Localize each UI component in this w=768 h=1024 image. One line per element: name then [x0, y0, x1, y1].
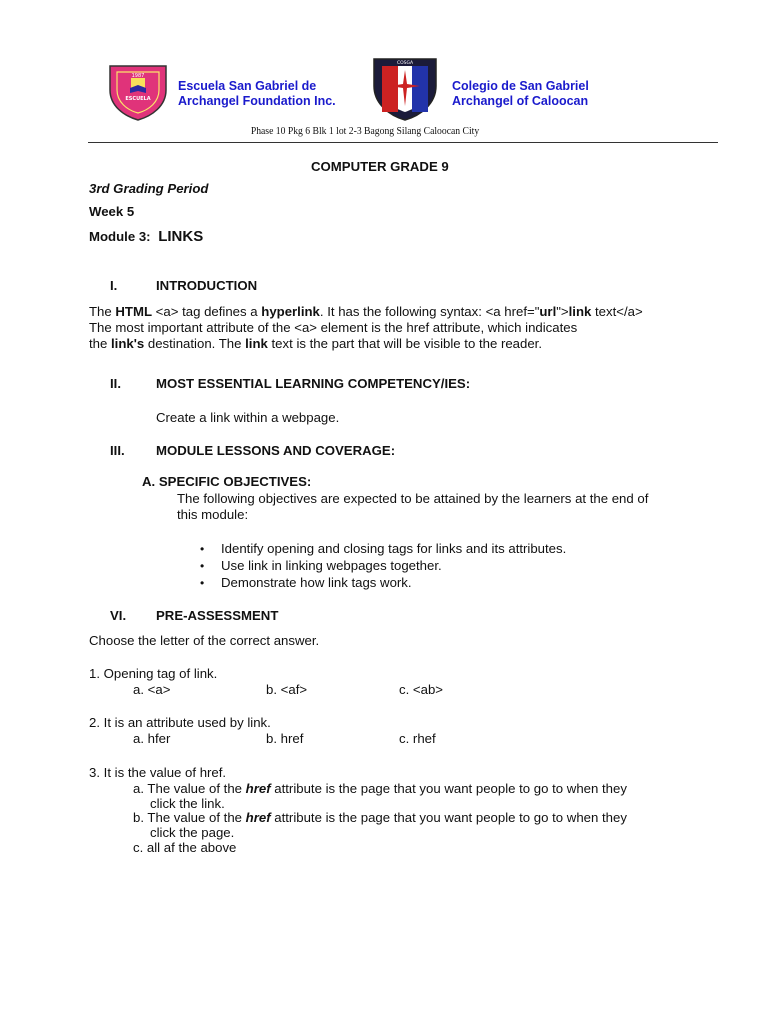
- intro-bold-url: url: [539, 304, 557, 319]
- intro-line-2: The most important attribute of the <a> element is the href attribute, which indicates: [89, 320, 578, 335]
- intro-text: ">: [556, 304, 569, 319]
- q1-option-c: c. <ab>: [399, 682, 443, 697]
- school-name-right: [452, 79, 589, 109]
- intro-text: <a> tag defines a: [152, 304, 262, 319]
- objective-item: Identify opening and closing tags for links and its attributes.: [221, 541, 567, 556]
- intro-bold-html: HTML: [115, 304, 153, 319]
- escuela-logo: [106, 62, 170, 122]
- school-name-left-line2: Archangel Foundation Inc.: [178, 94, 336, 108]
- assessment-title: PRE-ASSESSMENT: [156, 608, 279, 623]
- intro-line-1: [89, 304, 643, 320]
- objectives-intro-line-1: The following objectives are expected to be attained by the learners at the end of: [177, 491, 649, 506]
- intro-text: text</a>: [591, 304, 643, 319]
- question-3: 3. It is the value of href.: [89, 765, 227, 780]
- lessons-title: MODULE LESSONS AND COVERAGE:: [156, 443, 396, 458]
- module-label: Module 3:: [89, 229, 151, 244]
- escuela-logo-year: 1987: [131, 73, 145, 79]
- objective-item: Use link in linking webpages together.: [221, 558, 442, 573]
- colegio-logo: [370, 56, 440, 122]
- q3-option-a-text: a. The value of the: [133, 781, 246, 796]
- intro-text: text is the part that will be visible to the reader.: [267, 336, 543, 351]
- intro-title: INTRODUCTION: [156, 278, 258, 293]
- assessment-instruction: Choose the letter of the correct answer.: [89, 633, 320, 648]
- q3-option-a: [133, 781, 627, 797]
- assessment-number: VI.: [110, 608, 127, 623]
- q3-option-a-href: href: [245, 781, 271, 796]
- intro-text: the: [89, 336, 111, 351]
- header-divider: [88, 142, 718, 143]
- module-heading: [89, 229, 203, 245]
- objectives-intro-line-2: this module:: [177, 507, 249, 522]
- question-2: 2. It is an attribute used by link.: [89, 715, 271, 730]
- intro-bold-link: link: [245, 336, 268, 351]
- escuela-logo-word: ESCUELA: [125, 96, 151, 102]
- school-address: Phase 10 Pkg 6 Blk 1 lot 2-3 Bagong Silang Caloocan City: [250, 126, 480, 137]
- question-1: 1. Opening tag of link.: [89, 666, 218, 681]
- intro-line-3: [89, 336, 542, 352]
- school-name-left: [178, 79, 336, 109]
- intro-text: destination. The: [144, 336, 246, 351]
- competency-number: II.: [110, 376, 121, 391]
- intro-number: I.: [110, 278, 118, 293]
- q3-option-a-text: attribute is the page that you want people to go to when they: [274, 781, 627, 796]
- intro-text: The: [89, 304, 116, 319]
- q2-option-b: b. href: [266, 731, 304, 746]
- q3-option-b-line-2: click the page.: [150, 825, 235, 840]
- q3-option-c: c. all af the above: [133, 840, 237, 855]
- q3-option-b-text: b. The value of the: [133, 810, 246, 825]
- colegio-logo-word: COSGA: [396, 61, 414, 66]
- q2-option-a: a. hfer: [133, 731, 171, 746]
- bullet-icon: •: [200, 542, 205, 556]
- q3-option-b-text: attribute is the page that you want people to go to when they: [274, 810, 627, 825]
- grading-period: 3rd Grading Period: [89, 181, 209, 196]
- module-title: LINKS: [158, 228, 204, 245]
- q3-option-b: [133, 810, 627, 826]
- q2-option-c: c. rhef: [399, 731, 436, 746]
- q1-option-b: b. <af>: [266, 682, 308, 697]
- intro-bold-link: link: [568, 304, 592, 319]
- lessons-number: III.: [110, 443, 125, 458]
- objective-item: Demonstrate how link tags work.: [221, 575, 412, 590]
- q1-option-a: a. <a>: [133, 682, 171, 697]
- school-name-right-line2: Archangel of Caloocan: [452, 94, 589, 108]
- competency-text: Create a link within a webpage.: [156, 410, 340, 425]
- intro-bold-hyperlink: hyperlink: [261, 304, 320, 319]
- competency-title: MOST ESSENTIAL LEARNING COMPETENCY/IES:: [156, 376, 471, 391]
- bullet-icon: •: [200, 559, 205, 573]
- objectives-title: A. SPECIFIC OBJECTIVES:: [142, 474, 312, 489]
- school-name-right-line1: Colegio de San Gabriel: [452, 79, 589, 93]
- school-name-left-line1: Escuela San Gabriel de: [178, 79, 317, 93]
- q3-option-a-line-2: click the link.: [150, 796, 225, 811]
- bullet-icon: •: [200, 576, 205, 590]
- week-label: Week 5: [89, 204, 135, 219]
- intro-bold-links: link's: [111, 336, 145, 351]
- intro-text: . It has the following syntax: <a href=": [319, 304, 540, 319]
- course-title: COMPUTER GRADE 9: [311, 159, 449, 174]
- q3-option-b-href: href: [245, 810, 271, 825]
